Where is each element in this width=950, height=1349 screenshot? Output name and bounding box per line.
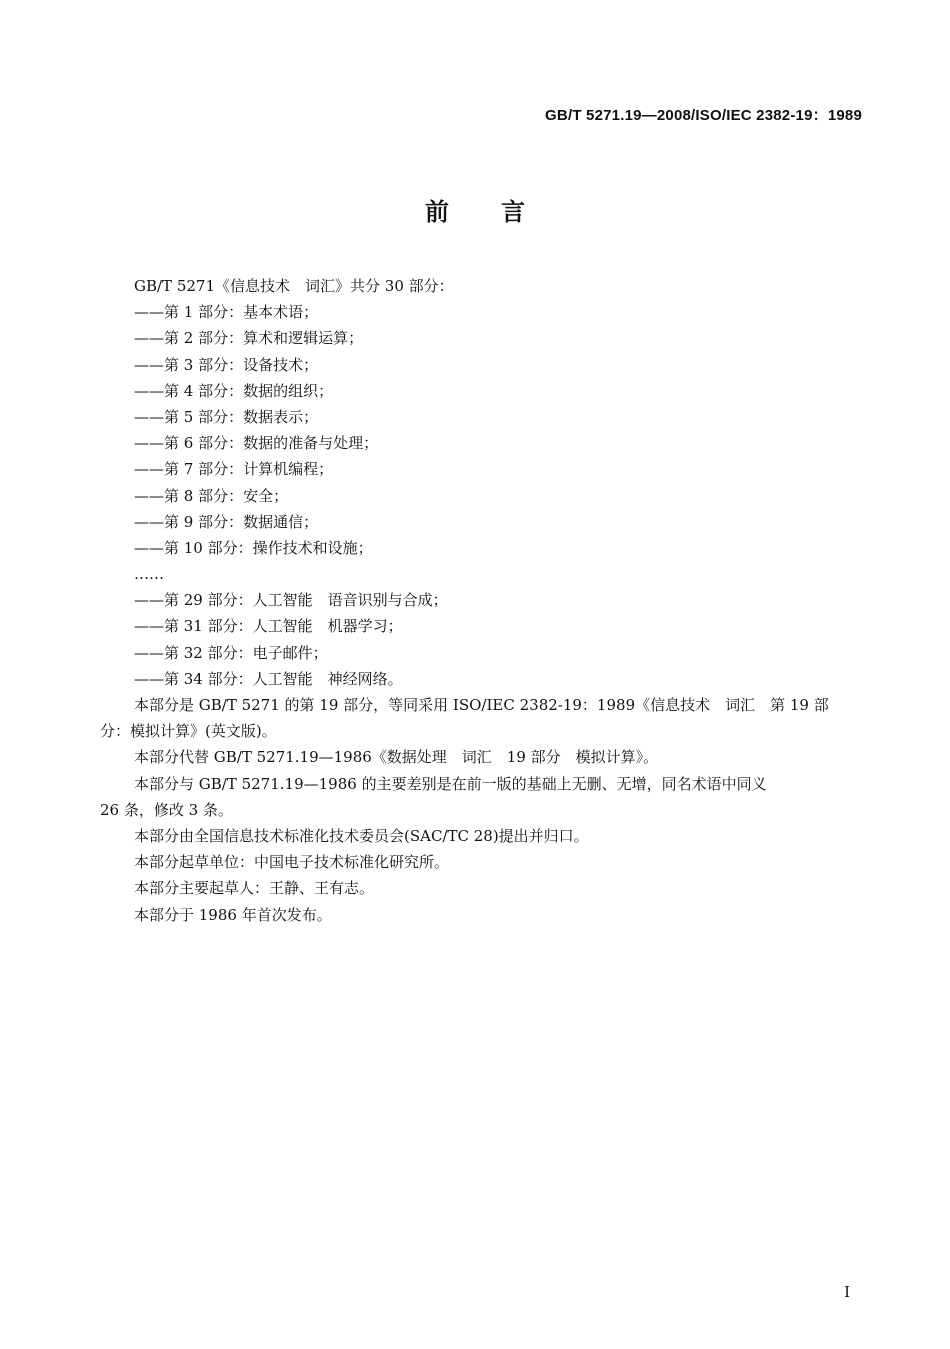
list-item: ——第 32 部分：电子邮件；: [134, 643, 328, 662]
list-item: ——第 4 部分：数据的组织；: [134, 381, 334, 400]
list-item: ——第 10 部分：操作技术和设施；: [134, 538, 373, 557]
list-item: ——第 29 部分：人工智能 语音识别与合成；: [134, 591, 448, 610]
list-item: ——第 2 部分：算术和逻辑运算；: [134, 329, 364, 348]
paragraph-line: 本部分与 GB/T 5271.19—1986 的主要差别是在前一版的基础上无删、无增，同名术语中同义: [134, 774, 767, 793]
list-item: ——第 7 部分：计算机编程；: [134, 460, 334, 479]
paragraph-drafting-unit: 本部分起草单位：中国电子技术标准化研究所。: [134, 853, 450, 872]
paragraph-first-release: 本部分于 1986 年首次发布。: [134, 905, 332, 924]
ellipsis-item: ……: [134, 565, 164, 584]
paragraph-drafters: 本部分主要起草人：王静、王有志。: [134, 879, 375, 898]
paragraph-replaces: 本部分代替 GB/T 5271.19—1986《数据处理 词汇 19 部分 模拟计算》。: [134, 748, 659, 767]
standard-number-header: GB/T 5271.19—2008/ISO/IEC 2382-19：1989: [545, 107, 862, 124]
paragraph-line: 26 条，修改 3 条。: [100, 800, 233, 819]
list-item: ——第 1 部分：基本术语；: [134, 303, 319, 322]
list-item: ——第 8 部分：安全；: [134, 486, 289, 505]
list-item: ——第 6 部分：数据的准备与处理；: [134, 434, 379, 453]
paragraph-adoption: [100, 692, 862, 744]
intro-line: GB/T 5271《信息技术 词汇》共分 30 部分：: [134, 277, 454, 295]
list-item: ——第 3 部分：设备技术；: [134, 355, 319, 374]
foreword-body: [100, 273, 862, 928]
page-title: 前言: [425, 198, 577, 226]
list-item: ——第 5 部分：数据表示；: [134, 407, 319, 426]
parts-list: [100, 299, 862, 692]
list-item: ——第 34 部分：人工智能 神经网络。: [134, 669, 403, 688]
paragraph-line: 本部分是 GB/T 5271 的第 19 部分，等同采用 ISO/IEC 2382-19：1989《信息技术 词汇 第 19 部: [134, 696, 829, 714]
page-number: I: [844, 1283, 850, 1301]
paragraph-line: 分：模拟计算》(英文版)。: [100, 722, 277, 741]
list-item: ——第 9 部分：数据通信；: [134, 512, 319, 531]
list-item: ——第 31 部分：人工智能 机器学习；: [134, 617, 403, 636]
paragraph-committee: 本部分由全国信息技术标准化技术委员会(SAC/TC 28)提出并归口。: [134, 826, 589, 845]
paragraph-differences: [100, 771, 862, 823]
